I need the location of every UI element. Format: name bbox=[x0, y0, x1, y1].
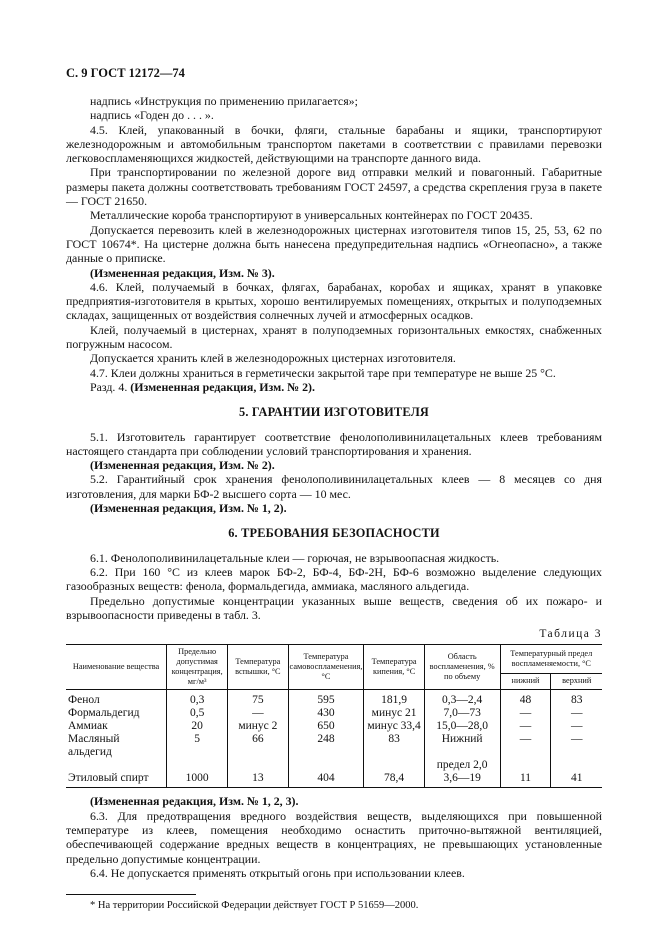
para-note-2: надпись «Годен до . . . ». bbox=[90, 108, 214, 123]
section-6-title: 6. ТРЕБОВАНИЯ БЕЗОПАСНОСТИ bbox=[228, 526, 440, 541]
para-cistern: Клей, получаемый в цистернах, хранят в полуподземных горизонтальных емкостях, снабженных погружным насосом. bbox=[66, 322, 602, 352]
cell-area: 0,3—2,4 bbox=[424, 690, 500, 708]
cell-self: 404 bbox=[288, 772, 364, 788]
cell-low: 11 bbox=[500, 772, 551, 788]
cell-flash: 13 bbox=[228, 772, 288, 788]
page-header: С. 9 ГОСТ 12172—74 bbox=[66, 66, 185, 80]
para-store: Допускается хранить клей в железнодорожных цистернах изготовителя. bbox=[90, 351, 456, 366]
cell-pdk: 20 bbox=[167, 720, 228, 733]
amendment-3: (Измененная редакция, Изм. № 3). bbox=[90, 265, 275, 280]
para-rail: При транспортировании по железной дороге вид отправки мелкий и повагонный. Габаритные размеры пакета должны соответствовать требованиям ГОСТ 24597, а средства скрепления груза в пакете — ГОСТ 21650. bbox=[66, 165, 602, 209]
cell-self bbox=[288, 759, 364, 772]
cell-low: — bbox=[500, 707, 551, 720]
cell-pdk: 0,5 bbox=[167, 707, 228, 720]
cell-flash bbox=[228, 759, 288, 772]
cell-pdk: 5 bbox=[167, 733, 228, 759]
cell-name: Масляный альдегид bbox=[66, 733, 167, 759]
cell-up: — bbox=[551, 720, 602, 733]
para-4-5: 4.5. Клей, упакованный в бочки, фляги, стальные барабаны и ящики, транспортируют железнодорожным и автомобильным транспортом пакетами в соответствии с правилами перевозки легковоспламеняющихся жидкостей, действующими на транспорте данного вида. bbox=[66, 122, 602, 166]
cell-boil: 78,4 bbox=[364, 772, 424, 788]
para-6-1: 6.1. Фенолополивинилацетальные клеи — горючая, не взрывоопасная жидкость. bbox=[90, 550, 500, 565]
table-row bbox=[66, 759, 602, 772]
cell-up: 41 bbox=[551, 772, 602, 788]
cell-boil: 181,9 bbox=[364, 690, 424, 708]
cell-low: — bbox=[500, 720, 551, 733]
table-row bbox=[66, 772, 602, 788]
cell-area: Нижний bbox=[424, 733, 500, 759]
cell-up: — bbox=[551, 733, 602, 759]
para-limit: Предельно допустимые концентрации указанных выше веществ, сведения об их пожаро- и взрывоопасности приведены в табл. 3. bbox=[66, 593, 602, 622]
cell-flash: — bbox=[228, 707, 288, 720]
cell-flash: 66 bbox=[228, 733, 288, 759]
razd-label: Разд. 4. bbox=[90, 379, 131, 394]
footnote: * На территории Российской Федерации действует ГОСТ Р 51659—2000. bbox=[90, 900, 419, 912]
cell-name: Фенол bbox=[66, 690, 167, 708]
header-lower: нижний bbox=[500, 673, 551, 690]
amendment-1-2-3: (Измененная редакция, Изм. № 1, 2, 3). bbox=[90, 794, 299, 809]
cell-flash: 75 bbox=[228, 690, 288, 708]
para-4-7: 4.7. Клеи должны храниться в герметически закрытой таре при температуре не выше 25 °С. bbox=[90, 365, 556, 380]
table-row bbox=[66, 720, 602, 733]
razd-amendment: (Измененная редакция, Изм. № 2). bbox=[130, 379, 315, 394]
cell-pdk: 1000 bbox=[167, 772, 228, 788]
cell-low: 48 bbox=[500, 690, 551, 708]
para-tank: Допускается перевозить клей в железнодорожных цистернах изготовителя типов 15, 25, 53, 62 по ГОСТ 10674*. На цистерне должна быть нанесена предупредительная надпись «Огнеопасно», а также данные о приписке. bbox=[66, 222, 602, 266]
cell-up bbox=[551, 759, 602, 772]
cell-up: — bbox=[551, 707, 602, 720]
para-6-3: 6.3. Для предотвращения вредного воздействия веществ, выделяющихся при повышенной температуре из клеев, помещения необходимо оснастить приточно-вытяжной вентиляцией, обеспечивающей содержание вредных веществ в концентрациях, не превышающих установленные предельно допустимые концентрации. bbox=[66, 808, 602, 866]
para-4-6: 4.6. Клей, получаемый в бочках, флягах, барабанах, коробах и ящиках, хранят в упаковке предприятия-изготовителя в крытых, хорошо вентилируемых помещениях, открытых и полуподземных складах, защищенных от воздействия солнечных лучей и атмосферных осадков. bbox=[66, 279, 602, 323]
header-ignition-area: Область воспламенения, % по объему bbox=[424, 645, 500, 690]
para-6-2: 6.2. При 160 °С из клеев марок БФ-2, БФ-4, БФ-2Н, БФ-6 возможно выделение следующих газообразных веществ: фенола, формальдегида, аммиака, масляного альдегида. bbox=[66, 564, 602, 594]
amendment-2: (Измененная редакция, Изм. № 2). bbox=[90, 458, 275, 473]
cell-self: 430 bbox=[288, 707, 364, 720]
section-5-title: 5. ГАРАНТИИ ИЗГОТОВИТЕЛЯ bbox=[238, 405, 430, 420]
cell-area: 7,0—73 bbox=[424, 707, 500, 720]
para-5-2: 5.2. Гарантийный срок хранения фенолополивинилацетальных клеев — 8 месяцев со дня изготовления, для марки БФ-2 высшего сорта — 10 мес. bbox=[66, 472, 602, 501]
para-6-4: 6.4. Не допускается применять открытый огонь при использовании клеев. bbox=[90, 865, 465, 880]
cell-low bbox=[500, 759, 551, 772]
cell-boil: минус 33,4 bbox=[364, 720, 424, 733]
header-upper: верхний bbox=[551, 673, 602, 690]
table-row bbox=[66, 690, 602, 708]
para-5-1: 5.1. Изготовитель гарантирует соответствие фенолополивинилацетальных клеев требованиям настоящего стандарта при соблюдении условий транспортирования и хранения. bbox=[66, 429, 602, 458]
cell-name bbox=[66, 759, 167, 772]
cell-pdk: 0,3 bbox=[167, 690, 228, 708]
cell-boil bbox=[364, 759, 424, 772]
cell-name: Этиловый спирт bbox=[66, 772, 167, 788]
cell-boil: 83 bbox=[364, 733, 424, 759]
footnote-divider bbox=[66, 894, 196, 895]
cell-up: 83 bbox=[551, 690, 602, 708]
cell-self: 248 bbox=[288, 733, 364, 759]
table-row bbox=[66, 733, 602, 759]
amendment-1-2: (Измененная редакция, Изм. № 1, 2). bbox=[90, 501, 287, 516]
cell-name: Формальдегид bbox=[66, 707, 167, 720]
cell-area: 15,0—28,0 bbox=[424, 720, 500, 733]
cell-flash: минус 2 bbox=[228, 720, 288, 733]
cell-area: 3,6—19 bbox=[424, 772, 500, 788]
header-flash: Температура вспышки, °С bbox=[228, 645, 288, 690]
para-metal: Металлические короба транспортируют в универсальных контейнерах по ГОСТ 20435. bbox=[90, 208, 533, 223]
hazard-table bbox=[66, 644, 602, 788]
header-self-ignition: Температура самовоспламенения, °С bbox=[288, 645, 364, 690]
document-body bbox=[66, 94, 602, 913]
cell-boil: минус 21 bbox=[364, 707, 424, 720]
cell-name: Аммиак bbox=[66, 720, 167, 733]
cell-area: предел 2,0 bbox=[424, 759, 500, 772]
header-boil: Температура кипения, °С bbox=[364, 645, 424, 690]
table-row bbox=[66, 707, 602, 720]
table-caption: Таблица 3 bbox=[539, 628, 602, 641]
cell-pdk bbox=[167, 759, 228, 772]
header-pdk: Предельно допустимая концентрация, мг/м³ bbox=[167, 645, 228, 690]
cell-low: — bbox=[500, 733, 551, 759]
cell-self: 650 bbox=[288, 720, 364, 733]
para-section-4-note bbox=[66, 380, 602, 394]
header-temp-limit: Температурный предел воспламеняемости, °С bbox=[500, 645, 602, 673]
para-note-1: надпись «Инструкция по применению прилагается»; bbox=[90, 94, 358, 108]
cell-self: 595 bbox=[288, 690, 364, 708]
header-name: Наименование вещества bbox=[66, 645, 167, 690]
